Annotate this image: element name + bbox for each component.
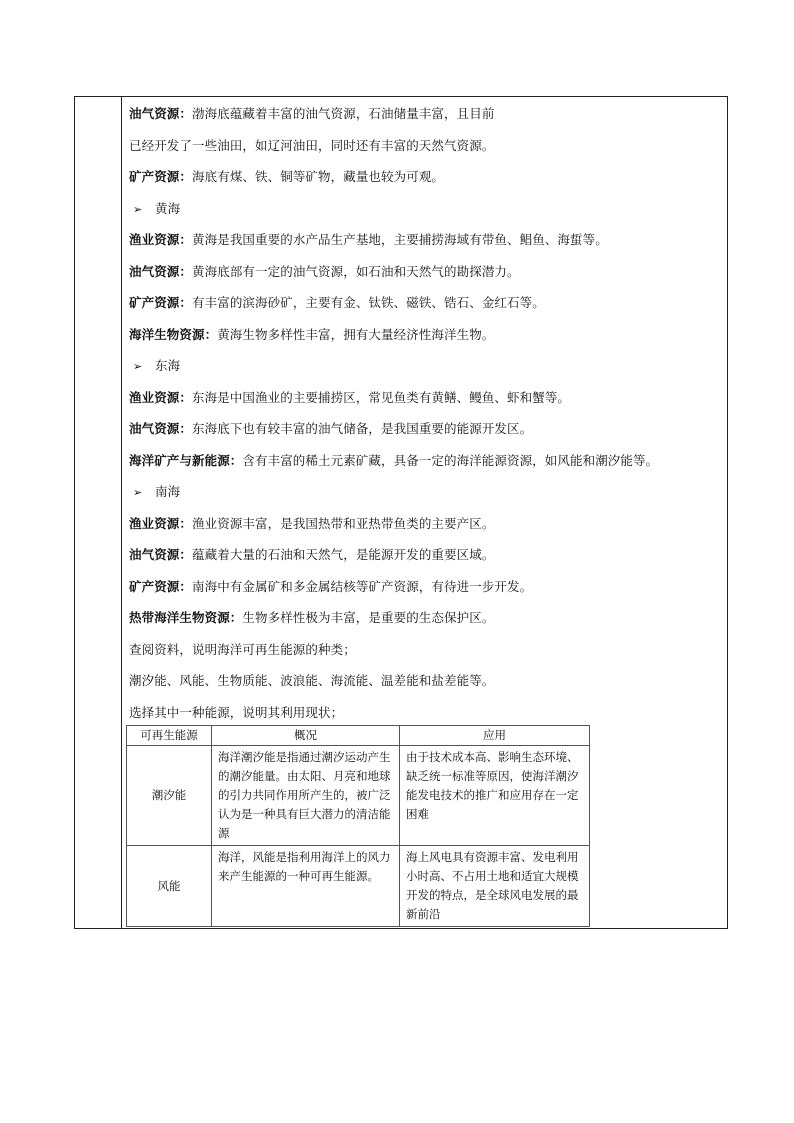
section-heading-text: 黄海 [155,200,181,216]
paragraph-text: 黄海底部有一定的油气资源，如石油和天然气的勘探潜力。 [192,263,520,279]
table-row [127,846,590,927]
paragraph-text: 含有丰富的稀土元素矿藏，具备一定的海洋能源资源，如风能和潮汐能等。 [242,452,659,468]
paragraph-text: 有丰富的滨海砂矿，主要有金、钛铁、磁铁、锆石、金红石等。 [192,295,545,310]
energy-table-header-row [127,726,590,746]
left-column-divider [121,97,122,928]
paragraph-text: 渔业资源丰富，是我国热带和亚热带鱼类的主要产区。 [192,515,495,531]
table-row [127,746,590,846]
paragraph-line [129,105,494,123]
paragraph-line [129,672,494,690]
header-energy-type: 可再生能源 [127,726,212,746]
resource-label: 海洋矿产与新能源： [129,452,243,468]
resource-label: 渔业资源： [129,389,193,405]
paragraph-text: 潮汐能、风能、生物质能、波浪能、海流能、温差能和盐差能等。 [129,673,495,688]
paragraph-text: 已经开发了一些油田，如辽河油田，同时还有丰富的天然气资源。 [129,137,495,153]
paragraph-line [129,326,494,344]
header-application: 应用 [400,726,590,746]
arrow-bullet-icon: ➢ [133,486,143,499]
paragraph-line [129,452,658,470]
paragraph-line [129,168,444,186]
paragraph-text: 选择其中一种能源，说明其利用现状； [129,704,344,720]
paragraph-line [129,137,494,155]
energy-table [126,725,590,927]
resource-label: 油气资源： [129,547,193,562]
paragraph-line [129,578,532,596]
paragraph-line [129,420,532,438]
section-heading-text: 东海 [155,358,181,373]
paragraph-text: 渤海底蕴藏着丰富的油气资源，石油储量丰富，且目前 [192,106,495,121]
paragraph-line [129,641,356,659]
resource-label: 热带海洋生物资源： [129,610,243,625]
paragraph-line [129,609,494,627]
resource-label: 矿产资源： [129,169,193,184]
paragraph-line [129,389,570,407]
header-overview: 概况 [212,726,400,746]
energy-name: 潮汐能 [127,746,212,846]
paragraph-text: 蕴藏着大量的石油和天然气，是能源开发的重要区域。 [192,547,495,562]
resource-label: 渔业资源： [129,515,193,531]
paragraph-line [129,294,545,312]
section-heading-text: 南海 [155,484,181,499]
paragraph-line [129,515,494,533]
energy-overview: 海洋潮汐能是指通过潮汐运动产生的潮汐能量。由太阳、月亮和地球的引力共同作用所产生的，被广泛认为是一种具有巨大潜力的清洁能源 [212,746,400,846]
energy-overview: 海洋，风能是指利用海洋上的风力来产生能源的一种可再生能源。 [212,846,400,927]
paragraph-text: 东海是中国渔业的主要捕捞区，常见鱼类有黄鳝、鳗鱼、虾和蟹等。 [192,389,571,405]
paragraph-line [129,546,494,564]
paragraph-line [129,263,520,281]
paragraph-text: 海底有煤、铁、铜等矿物，藏量也较为可观。 [192,169,445,184]
energy-name: 风能 [127,846,212,927]
arrow-bullet-icon: ➢ [133,202,143,216]
paragraph-line [129,231,608,249]
paragraph-line [129,704,343,722]
resource-label: 油气资源： [129,106,193,121]
paragraph-text: 南海中有金属矿和多金属结核等矿产资源，有待进一步开发。 [192,578,533,594]
section-heading [133,357,180,376]
resource-label: 渔业资源： [129,232,193,247]
paragraph-text: 东海底下也有较丰富的油气储备，是我国重要的能源开发区。 [192,421,533,436]
energy-application: 海上风电具有资源丰富、发电利用小时高、不占用土地和适宜大规模开发的特点，是全球风电发展的最新前沿 [400,846,590,927]
energy-application: 由于技术成本高、影响生态环境、缺乏统一标准等原因，使海洋潮汐能发电技术的推广和应用存在一定困难 [400,746,590,846]
resource-label: 矿产资源： [129,295,193,310]
section-heading [133,483,180,502]
section-heading [133,200,180,219]
resource-label: 油气资源： [129,263,193,279]
paragraph-text: 黄海是我国重要的水产品生产基地，主要捕捞海域有带鱼、鲳鱼、海蜇等。 [192,232,608,247]
resource-label: 矿产资源： [129,578,193,594]
resource-label: 油气资源： [129,421,193,436]
paragraph-text: 生物多样性极为丰富，是重要的生态保护区。 [242,610,495,625]
resource-label: 海洋生物资源： [129,326,218,342]
paragraph-text: 查阅资料，说明海洋可再生能源的种类； [129,641,356,657]
paragraph-text: 黄海生物多样性丰富，拥有大量经济性海洋生物。 [217,326,495,342]
arrow-bullet-icon: ➢ [133,360,143,373]
